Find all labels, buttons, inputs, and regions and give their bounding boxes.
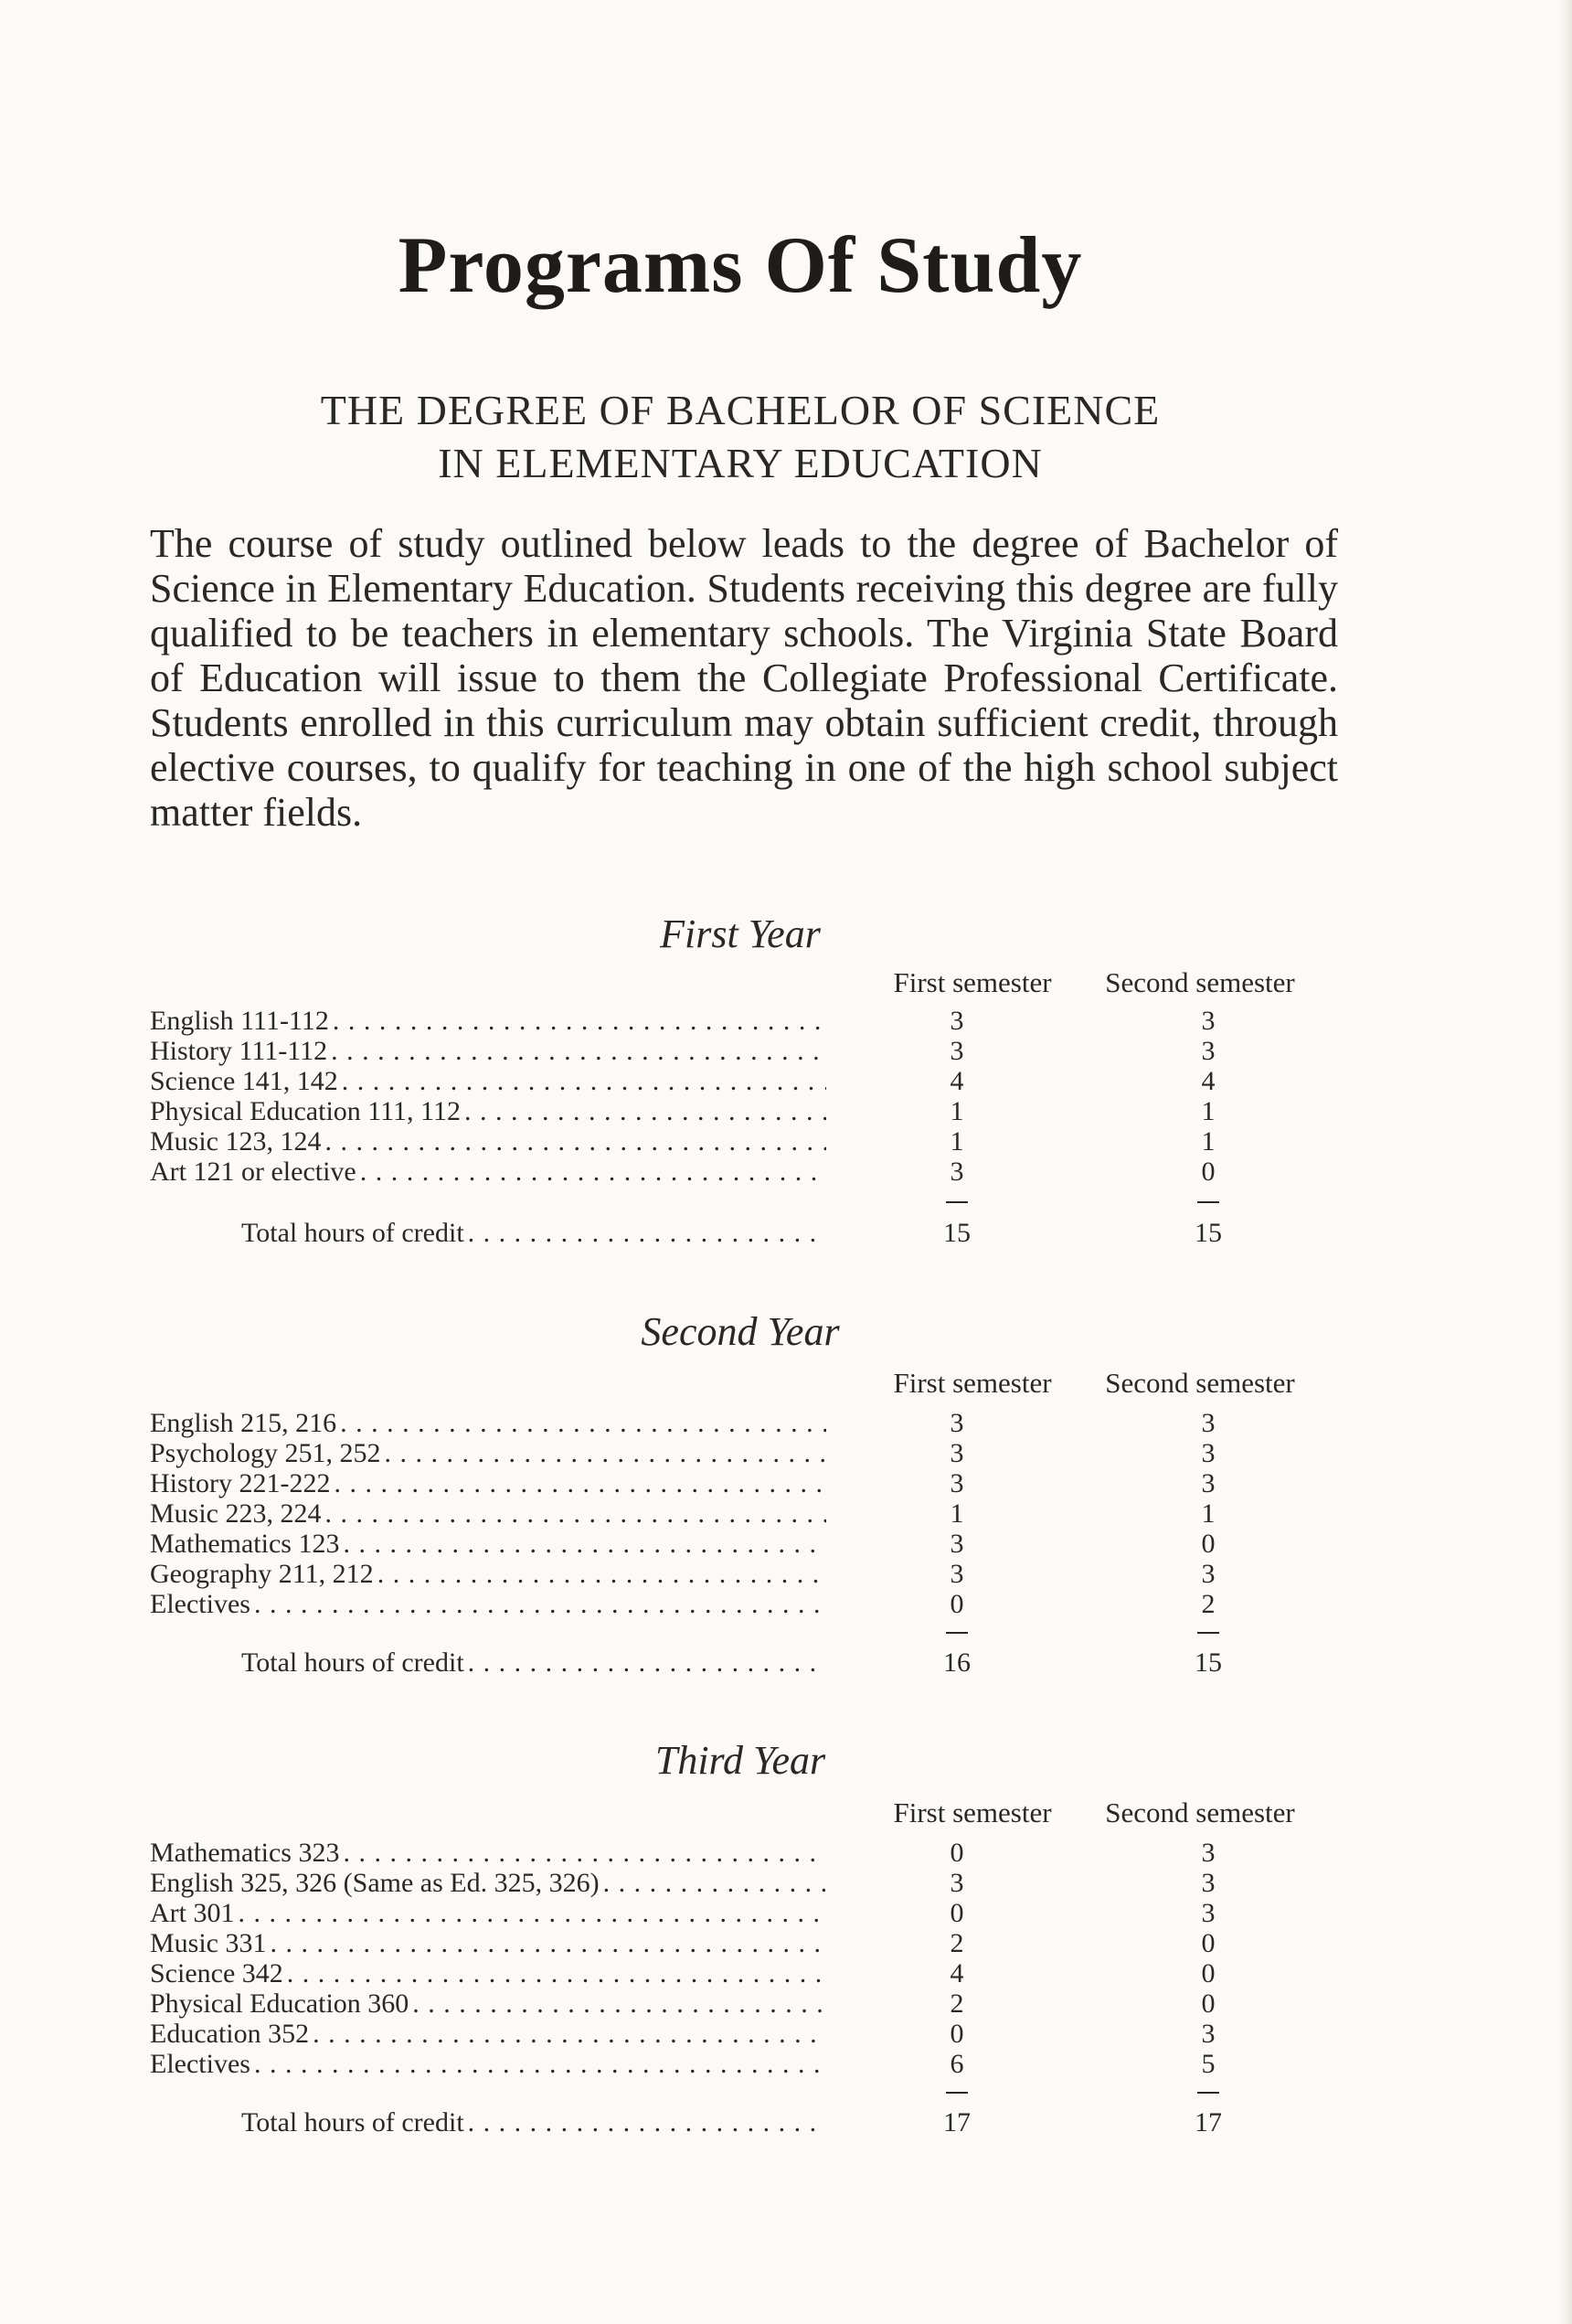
first-semester-hours: 3 [950,1468,964,1498]
second-semester-hours: 4 [1201,1066,1216,1096]
second-semester-hours: 3 [1201,1868,1216,1898]
subtitle-line-2: IN ELEMENTARY EDUCATION [438,440,1043,486]
intro-paragraph: The course of study outlined below leads to the degree of Bachelor of Science in Elementary Education. Students receiving this degree are fully qualified to be teachers in elementary schools. The Virginia State Board of Education will issue to them the Collegiate Professional Certificate. Students enrolled in this curriculum may obtain sufficient credit, through elective courses, to qualify for teaching in one of the high school subject matter fields. [150,521,1338,835]
sum-rule [1197,2092,1219,2094]
course-row [150,1988,1311,2019]
course-row [150,1589,1311,1619]
course-name: Music 331 [150,1928,271,1958]
second-semester-hours: 5 [1201,2049,1216,2079]
second-semester-hours: 3 [1201,2019,1216,2049]
course-name: Physical Education 111, 112 [150,1096,464,1126]
course-row [150,1066,1311,1096]
course-row [150,1006,1311,1036]
total-second-semester: 15 [1195,1647,1222,1678]
course-row [150,2019,1311,2049]
first-semester-hours: 2 [950,1988,964,2019]
second-semester-hours: 3 [1201,1468,1216,1498]
course-name: Geography 211, 212 [150,1559,377,1589]
course-row [150,2049,1311,2079]
col-head-second-semester: Second semester [1105,1796,1295,1828]
first-semester-hours: 0 [950,1589,964,1619]
first-semester-hours: 1 [950,1126,964,1157]
second-semester-hours: 0 [1201,1988,1216,2019]
year-heading-first: First Year [660,911,821,956]
sum-rule [1197,1632,1219,1634]
col-head-first-semester: First semester [893,1367,1052,1399]
course-name: Psychology 251, 252 [150,1438,385,1468]
course-name: Science 141, 142 [150,1066,342,1096]
sum-rule [946,1201,968,1203]
total-second-semester: 15 [1195,1218,1222,1248]
first-semester-hours: 3 [950,1868,964,1898]
course-row [150,1408,1311,1438]
first-semester-hours: 6 [950,2049,964,2079]
course-name: Education 352 [150,2019,313,2049]
page-title: Programs Of Study [398,221,1083,310]
course-row [150,1438,1311,1468]
first-semester-hours: 4 [950,1066,964,1096]
course-row [150,1868,1311,1898]
course-row [150,1559,1311,1589]
course-name: Science 342 [150,1958,287,1988]
course-name: English 111-112 [150,1006,333,1036]
course-name: History 221-222 [150,1468,335,1498]
first-semester-hours: 1 [950,1096,964,1126]
second-semester-hours: 0 [1201,1958,1216,1988]
total-row [150,2107,1311,2137]
total-row [150,1647,1311,1678]
course-name: Music 123, 124 [150,1126,325,1157]
second-semester-hours: 0 [1201,1529,1216,1559]
first-semester-hours: 4 [950,1958,964,1988]
total-first-semester: 16 [943,1647,971,1678]
first-semester-hours: 3 [950,1408,964,1438]
first-semester-hours: 3 [950,1438,964,1468]
second-semester-hours: 3 [1201,1898,1216,1928]
second-semester-hours: 0 [1201,1928,1216,1958]
course-name: Physical Education 360 [150,1988,412,2019]
first-semester-hours: 3 [950,1559,964,1589]
total-label: Total hours of credit [241,2107,468,2137]
second-semester-hours: 3 [1201,1006,1216,1036]
course-row [150,1096,1311,1126]
course-name: English 215, 216 [150,1408,340,1438]
degree-subtitle [0,384,1481,490]
course-name: Electives [150,2049,254,2079]
first-semester-hours: 3 [950,1036,964,1066]
second-semester-hours: 3 [1201,1408,1216,1438]
first-semester-hours: 1 [950,1498,964,1529]
total-row [150,1218,1311,1248]
course-row [150,1958,1311,1988]
total-first-semester: 17 [943,2107,971,2137]
second-semester-hours: 1 [1201,1498,1216,1529]
col-head-first-semester: First semester [893,1796,1052,1828]
course-name: Music 223, 224 [150,1498,325,1529]
first-semester-hours: 3 [950,1529,964,1559]
second-semester-hours: 1 [1201,1126,1216,1157]
course-name: Mathematics 123 [150,1529,343,1559]
course-row [150,1126,1311,1157]
total-first-semester: 15 [943,1218,971,1248]
course-name: Art 121 or elective [150,1157,360,1187]
course-row [150,1036,1311,1066]
course-name: English 325, 326 (Same as Ed. 325, 326) [150,1868,603,1898]
course-row [150,1928,1311,1958]
year-heading-third: Third Year [654,1738,826,1783]
col-head-second-semester: Second semester [1105,966,1295,998]
second-semester-hours: 3 [1201,1838,1216,1868]
first-semester-hours: 3 [950,1006,964,1036]
second-semester-hours: 3 [1201,1559,1216,1589]
col-head-first-semester: First semester [893,966,1052,998]
course-row [150,1838,1311,1868]
subtitle-line-1: THE DEGREE OF BACHELOR OF SCIENCE [320,387,1161,433]
course-row [150,1529,1311,1559]
total-second-semester: 17 [1195,2107,1222,2137]
second-semester-hours: 0 [1201,1157,1216,1187]
year-heading-second: Second Year [641,1309,840,1354]
first-semester-hours: 0 [950,1898,964,1928]
first-semester-hours: 0 [950,1838,964,1868]
second-semester-hours: 3 [1201,1438,1216,1468]
col-head-second-semester: Second semester [1105,1367,1295,1399]
sum-rule [1197,1201,1219,1203]
course-row [150,1157,1311,1187]
course-row [150,1468,1311,1498]
course-name: Mathematics 323 [150,1838,343,1868]
sum-rule [946,1632,968,1634]
course-row [150,1498,1311,1529]
course-row [150,1898,1311,1928]
second-semester-hours: 2 [1201,1589,1216,1619]
total-label: Total hours of credit [241,1647,468,1678]
second-semester-hours: 3 [1201,1036,1216,1066]
first-semester-hours: 2 [950,1928,964,1958]
second-semester-hours: 1 [1201,1096,1216,1126]
total-label: Total hours of credit [241,1218,468,1248]
course-name: Art 301 [150,1898,239,1928]
sum-rule [946,2092,968,2094]
first-semester-hours: 3 [950,1157,964,1187]
page-edge [1559,0,1572,2324]
first-semester-hours: 0 [950,2019,964,2049]
course-name: History 111-112 [150,1036,331,1066]
course-name: Electives [150,1589,254,1619]
